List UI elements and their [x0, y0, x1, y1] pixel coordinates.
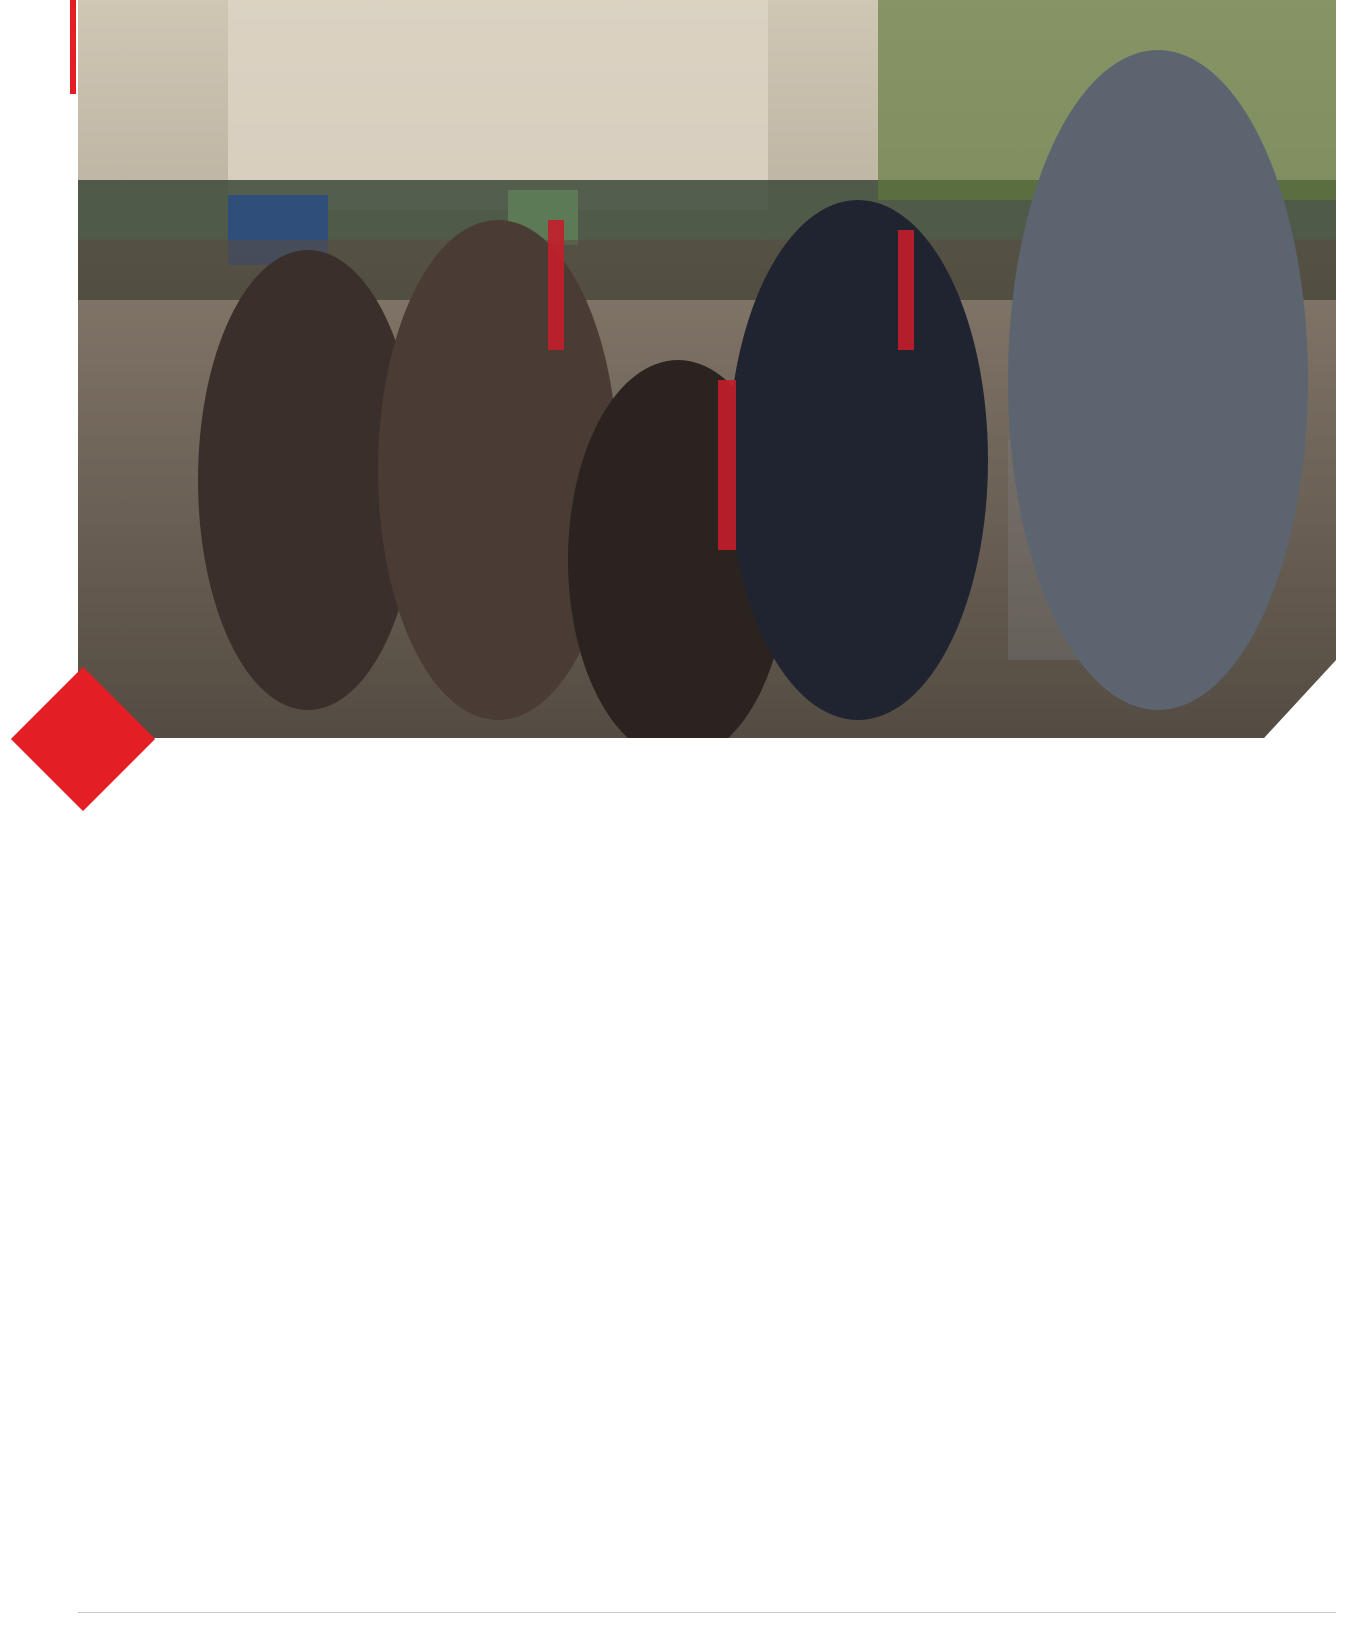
- accent-strip: [70, 0, 76, 94]
- article-photo: [78, 0, 1336, 738]
- text-column-right: [728, 810, 1334, 1580]
- photo-illustration: [78, 0, 1336, 738]
- text-column-left: [78, 810, 686, 1580]
- bottom-divider: [78, 1612, 1336, 1613]
